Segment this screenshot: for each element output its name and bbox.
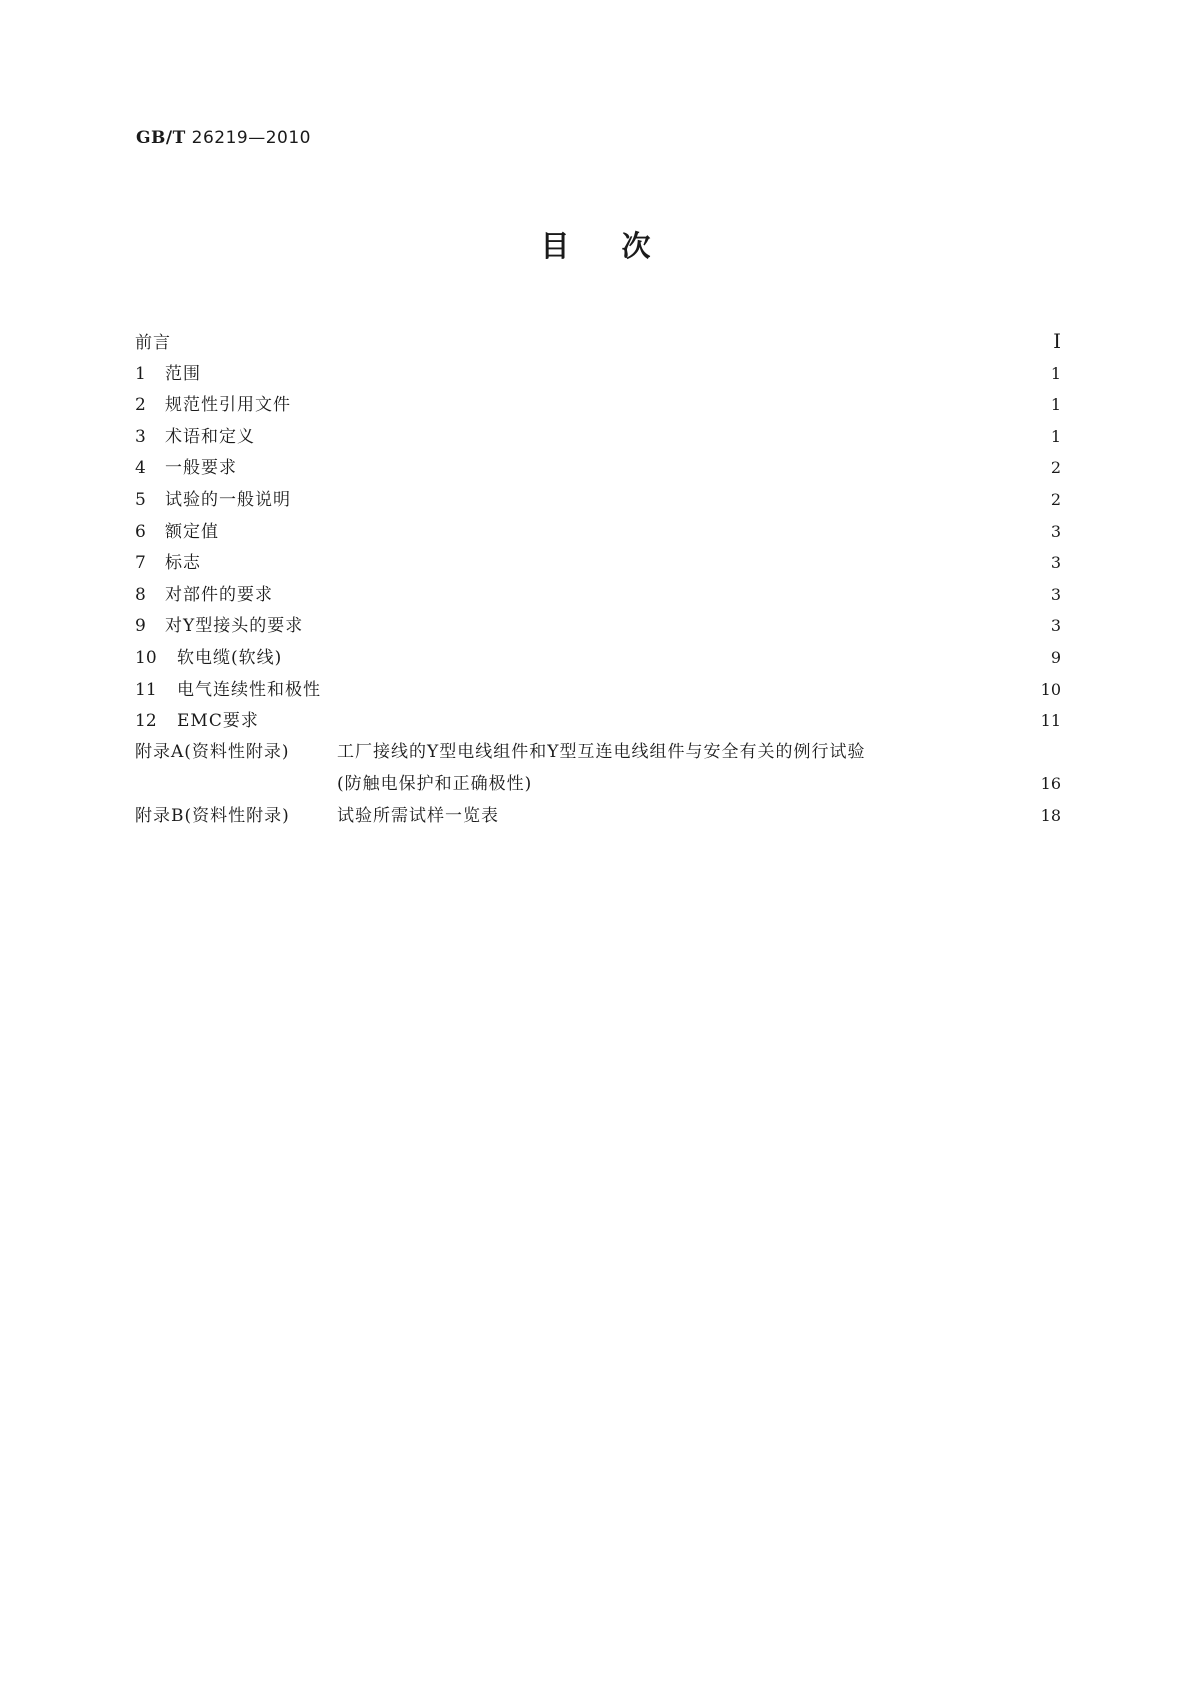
toc-entry-page: 16 [1040, 774, 1061, 794]
toc-entry-label: 软电缆(软线) [177, 647, 283, 668]
toc-entry-page: 1 [1050, 426, 1061, 446]
dot-leader [267, 725, 1035, 726]
toc-entry-label: 标志 [165, 553, 201, 574]
dot-leader [299, 504, 1043, 505]
standard-prefix: GB/T [136, 128, 186, 148]
toc-entry-number: 2 [135, 395, 146, 416]
toc-entry-page: 1 [1050, 363, 1061, 383]
toc-entry-appendix-b[interactable] [135, 800, 1061, 832]
dot-leader [299, 409, 1043, 410]
toc-entry-2[interactable] [135, 389, 1061, 421]
toc-entry-10[interactable] [135, 642, 1061, 674]
toc-entry-page: 10 [1040, 679, 1061, 699]
toc-entry-number: 9 [135, 616, 146, 637]
dot-leader [281, 599, 1043, 600]
toc-entry-label: 对Y型接头的要求 [165, 616, 304, 637]
toc-entry-label: 电气连续性和极性 [177, 679, 321, 700]
toc-entry-page: 3 [1050, 584, 1061, 604]
toc-entry-page: 11 [1040, 711, 1061, 731]
toc-entry-page: 3 [1050, 616, 1061, 636]
toc-entry-number: 6 [135, 521, 146, 542]
appendix-prefix: 附录B(资料性附录) [135, 805, 290, 826]
toc-entry-9[interactable] [135, 610, 1061, 642]
toc-entry-number: 5 [135, 489, 146, 510]
dot-leader [540, 788, 1034, 789]
dot-leader [209, 378, 1043, 379]
dot-leader [227, 536, 1043, 537]
toc-entry-foreword[interactable] [135, 326, 1061, 358]
toc-entry-label: 前言 [135, 333, 171, 353]
dot-leader [290, 662, 1043, 663]
toc-entry-number: 3 [135, 426, 146, 447]
toc-entry-label: 一般要求 [165, 458, 237, 479]
dot-leader [263, 441, 1043, 442]
toc-entry-page: 3 [1050, 553, 1061, 573]
toc-entry-3[interactable] [135, 421, 1061, 453]
toc-entry-12[interactable] [135, 705, 1061, 737]
toc-entry-page: 1 [1050, 395, 1061, 415]
toc-entry-5[interactable] [135, 484, 1061, 516]
toc-entry-8[interactable] [135, 579, 1061, 611]
toc-entry-page: 2 [1050, 489, 1061, 509]
toc-entry-number: 1 [135, 363, 146, 384]
toc-entry-number: 10 [135, 647, 157, 668]
toc-entry-label: EMC要求 [177, 711, 259, 732]
toc-entry-label: 规范性引用文件 [165, 395, 291, 416]
toc-entry-number: 8 [135, 584, 146, 605]
toc-entry-appendix-a-continued[interactable] [135, 768, 1061, 800]
toc-entry-label: 试验的一般说明 [165, 489, 291, 510]
toc-entry-6[interactable] [135, 516, 1061, 548]
toc-entry-11[interactable] [135, 674, 1061, 706]
dot-leader [507, 820, 1035, 821]
toc-entry-page: Ⅰ [1053, 329, 1061, 353]
page-title: 目次 [540, 229, 703, 263]
toc-entry-page: 9 [1050, 647, 1061, 667]
toc-entry-number: 4 [135, 458, 146, 479]
appendix-title: 工厂接线的Y型电线组件和Y型互连电线组件与安全有关的例行试验 [337, 741, 866, 762]
appendix-title: 试验所需试样一览表 [337, 805, 499, 826]
dot-leader [329, 694, 1035, 695]
standard-number: 26219—2010 [191, 128, 311, 148]
toc-entry-number: 12 [135, 711, 157, 732]
dot-leader [245, 472, 1043, 473]
toc-entry-number: 7 [135, 553, 146, 574]
standard-code [136, 128, 311, 148]
toc-entry-label: 额定值 [165, 521, 219, 542]
toc-entry-page: 18 [1040, 805, 1061, 825]
dot-leader [209, 567, 1043, 568]
dot-leader [179, 347, 1043, 348]
dot-leader [311, 630, 1043, 631]
toc-entry-page: 2 [1050, 458, 1061, 478]
toc-entry-label: 范围 [165, 363, 201, 384]
toc-entry-1[interactable] [135, 358, 1061, 390]
toc-entry-appendix-a[interactable] [135, 737, 1061, 769]
table-of-contents [135, 326, 1061, 832]
toc-entry-label: 术语和定义 [165, 426, 255, 447]
toc-entry-7[interactable] [135, 547, 1061, 579]
appendix-title-continued: (防触电保护和正确极性) [337, 774, 533, 795]
toc-entry-number: 11 [135, 679, 157, 700]
appendix-prefix: 附录A(资料性附录) [135, 741, 290, 762]
toc-entry-page: 3 [1050, 521, 1061, 541]
toc-entry-label: 对部件的要求 [165, 584, 273, 605]
toc-entry-4[interactable] [135, 452, 1061, 484]
